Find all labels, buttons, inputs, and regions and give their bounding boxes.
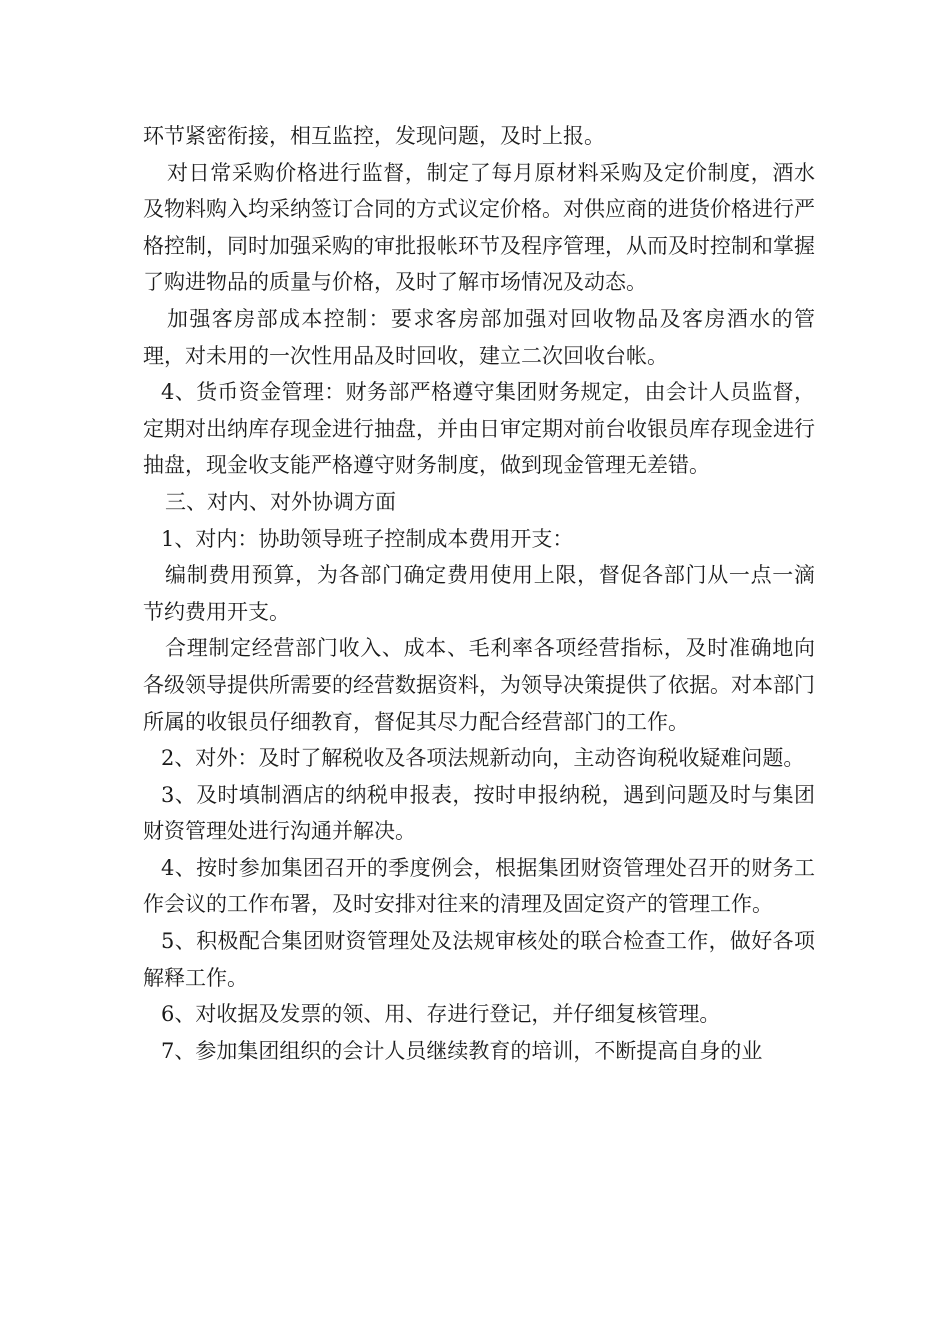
paragraph-7: 编制费用预算，为各部门确定费用使用上限，督促各部门从一点一滴节约费用开支。 [143,563,815,624]
section-heading: 三、对内、对外协调方面 [165,489,396,514]
paragraph-1: 环节紧密衔接，相互监控，发现问题，及时上报。 [143,124,605,148]
paragraph-11: 4、按时参加集团召开的季度例会，根据集团财资管理处召开的财务工作会议的工作布署，及时安排对往来的清理及固定资产的管理工作。 [143,855,815,917]
document-body [143,118,815,1069]
paragraph-6: 1、对内：协助领导班子控制成本费用开支： [161,526,574,551]
paragraph-14: 7、参加集团组织的会计人员继续教育的培训，不断提高自身的业 [161,1038,763,1063]
paragraph-2: 对日常采购价格进行监督，制定了每月原材料采购及定价制度，酒水及物料购入均采纳签订合同的方式议定价格。对供应商的进货价格进行严格控制，同时加强采购的审批报帐环节及程序管理，从而及时控制和掌握了购进物品的质量与价格，及时了解市场情况及动态。 [143,160,815,295]
paragraph-12: 5、积极配合集团财资管理处及法规审核处的联合检查工作，做好各项解释工作。 [143,929,815,990]
paragraph-4: 4、货币资金管理：财务部严格遵守集团财务规定，由会计人员监督，定期对出纳库存现金进行抽盘，并由日审定期对前台收银员库存现金进行抽盘，现金收支能严格遵守财务制度，做到现金管理无差错。 [143,380,815,478]
paragraph-13: 6、对收据及发票的领、用、存进行登记，并仔细复核管理。 [161,1002,721,1027]
paragraph-3: 加强客房部成本控制：要求客房部加强对回收物品及客房酒水的管理，对未用的一次性用品及时回收，建立二次回收台帐。 [143,306,815,368]
paragraph-8: 合理制定经营部门收入、成本、毛利率各项经营指标，及时准确地向各级领导提供所需要的经营数据资料，为领导决策提供了依据。对本部门所属的收银员仔细教育，督促其尽力配合经营部门的工作。 [143,636,815,734]
paragraph-10: 3、及时填制酒店的纳税申报表，按时申报纳税，遇到问题及时与集团财资管理处进行沟通并解决。 [143,782,815,844]
paragraph-9: 2、对外：及时了解税收及各项法规新动向，主动咨询税收疑难问题。 [161,746,805,771]
